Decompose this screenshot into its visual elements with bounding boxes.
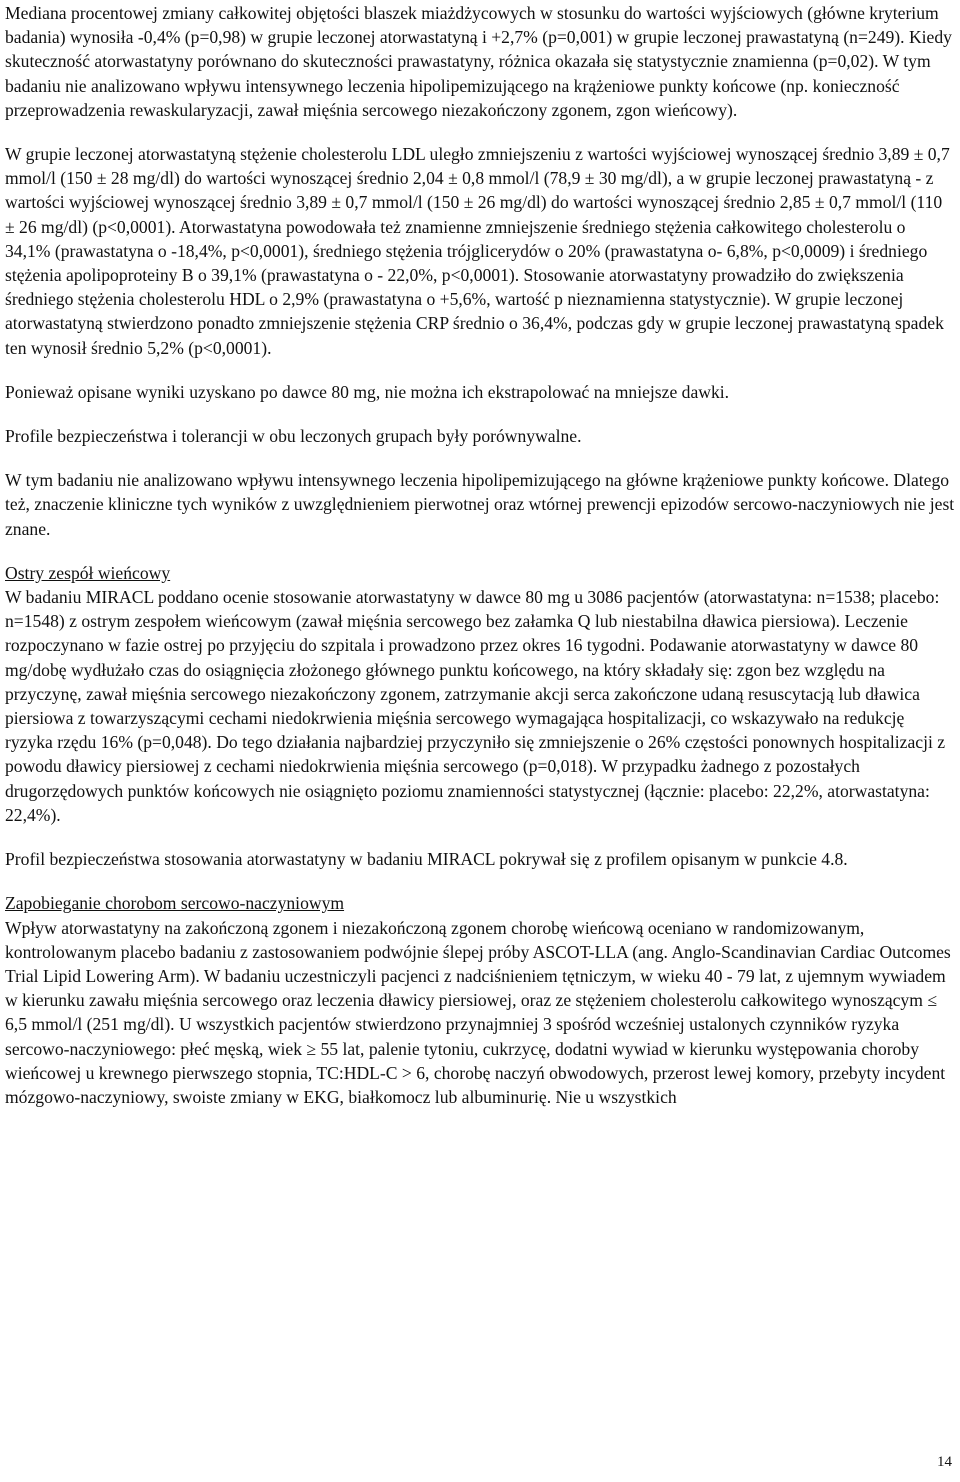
heading-acute-coronary-syndrome: Ostry zespół wieńcowy	[5, 562, 171, 583]
heading-cardiovascular-prevention: Zapobieganie chorobom sercowo-naczyniowym	[5, 893, 345, 914]
paragraph-miracl: W badaniu MIRACL poddano ocenie stosowanie atorwastatyny w dawce 80 mg u 3086 pacjentów (atorwastatyna: n=1538; placebo: n=1548) z ostrym zespołem wieńcowym (zawał mięśnia sercowego bez załamka Q lub niestabilna dławica piersiowa). Leczenie rozpoczynano w fazie ostrej po przyjęciu do szpitala i prowadzono przez okres 16 tygodni. Podawanie atorwastatyny w dawce 80 mg/dobę wydłużało czas do osiągnięcia złożonego głównego punktu końcowego, na który składały się: zgon bez względu na przyczynę, zawał mięśnia sercowego niezakończony zgonem, zatrzymanie akcji serca zakończone udaną resuscytacją lub dławica piersiowa z towarzyszącymi cechami niedokrwienia mięśnia sercowego wymagająca hospitalizacji, co wskazywało na redukcję ryzyka rzędu 16% (p=0,048). Do tego działania najbardziej przyczyniło się zmniejszenie o 26% częstości ponownych hospitalizacji z powodu dławicy piersiowej z cechami niedokrwienia mięśnia sercowego (p=0,018). W przypadku żadnego z pozostałych drugorzędowych punktów końcowych nie osiągnięto poziomu znamienności statystycznej (łącznie: placebo: 22,2%, atorwastatyna: 22,4%).	[5, 587, 946, 825]
paragraph-safety-profiles: Profile bezpieczeństwa i tolerancji w obu leczonych grupach były porównywalne.	[5, 426, 582, 447]
document-page	[5, 1, 955, 1109]
paragraph-miracl-safety: Profil bezpieczeństwa stosowania atorwastatyny w badaniu MIRACL pokrywał się z profilem opisanym w punkcie 4.8.	[5, 849, 848, 870]
paragraph-plaque-volume: Mediana procentowej zmiany całkowitej objętości blaszek miażdżycowych w stosunku do wartości wyjściowych (główne kryterium badania) wynosiła -0,4% (p=0,98) w grupie leczonej atorwastatyną i +2,7% (p=0,001) w grupie leczonej prawastatyną (n=249). Kiedy skuteczność atorwastatyny porównano do skuteczności prawastatyny, różnica okazała się statystycznie znamienna (p=0,02). W tym badaniu nie analizowano wpływu intensywnego leczenia hipolipemizującego na krążeniowe punkty końcowe (np. konieczność przeprowadzenia rewaskularyzacji, zawał mięśnia sercowego niezakończony zgonem, zgon wieńcowy).	[5, 3, 952, 120]
section-cv-prevention	[5, 891, 955, 1109]
paragraph-clinical-significance: W tym badaniu nie analizowano wpływu intensywnego leczenia hipolipemizującego na główne krążeniowe punkty końcowe. Dlatego też, znaczenie kliniczne tych wyników z uwzględnieniem pierwotnej oraz wtórnej prewencji epizodów sercowo-naczyniowych nie jest znane.	[5, 470, 955, 539]
paragraph-dose-note: Ponieważ opisane wyniki uzyskano po dawce 80 mg, nie można ich ekstrapolować na mniejsze dawki.	[5, 381, 730, 402]
page-number: 14	[937, 1454, 952, 1470]
section-acute-coronary	[5, 561, 955, 827]
paragraph-ascot-lla: Wpływ atorwastatyny na zakończoną zgonem i niezakończoną zgonem chorobę wieńcową oceniano w randomizowanym, kontrolowanym placebo badaniu z zastosowaniem podwójnie ślepej próby ASCOT-LLA (ang. Anglo-Scandinavian Cardiac Outcomes Trial Lipid Lowering Arm). W badaniu uczestniczyli pacjenci z nadciśnieniem tętniczym, w wieku 40 - 79 lat, z ujemnym wywiadem w kierunku zawału mięśnia sercowego oraz leczenia dławicy piersiowej, oraz ze stężeniem cholesterolu całkowitego wynoszącym ≤ 6,5 mmol/l (251 mg/dl). U wszystkich pacjentów stwierdzono przynajmniej 3 spośród wcześniej ustalonych czynników ryzyka sercowo-naczyniowego: płeć męską, wiek ≥ 55 lat, palenie tytoniu, cukrzycę, dodatni wywiad w kierunku występowania choroby wieńcowej u krewnego pierwszego stopnia, TC:HDL-C > 6, chorobę naczyń obwodowych, przerost lewej komory, przebyty incydent mózgowo-naczyniowy, swoiste zmiany w EKG, białkomocz lub albuminurię. Nie u wszystkich	[5, 917, 951, 1107]
paragraph-ldl-results: W grupie leczonej atorwastatyną stężenie cholesterolu LDL uległo zmniejszeniu z wartości wyjściowej wynoszącej średnio 3,89 ± 0,7 mmol/l (150 ± 28 mg/dl) do wartości wynoszącej średnio 2,04 ± 0,8 mmol/l (78,9 ± 30 mg/dl), a w grupie leczonej prawastatyną - z wartości wyjściowej wynoszącej średnio 3,89 ± 0,7 mmol/l (150 ± 26 mg/dl) do wartości wynoszącej średnio 2,85 ± 0,7 mmol/l (110 ± 26 mg/dl) (p<0,0001). Atorwastatyna powodowała też znamienne zmniejszenie średniego stężenia całkowitego cholesterolu o 34,1% (prawastatyna o -18,4%, p<0,0001), średniego stężenia trójglicerydów o 20% (prawastatyna o- 6,8%, p<0,0009) i średniego stężenia apolipoproteiny B o 39,1% (prawastatyna o - 22,0%, p<0,0001). Stosowanie atorwastatyny prowadziło do zwiększenia średniego stężenia cholesterolu HDL o 2,9% (prawastatyna o +5,6%, wartość p nieznamienna statystycznie). W grupie leczonej atorwastatyną stwierdzono ponadto zmniejszenie stężenia CRP średnio o 36,4%, podczas gdy w grupie leczonej prawastatyną spadek ten wynosił średnio 5,2% (p<0,0001).	[5, 144, 950, 358]
